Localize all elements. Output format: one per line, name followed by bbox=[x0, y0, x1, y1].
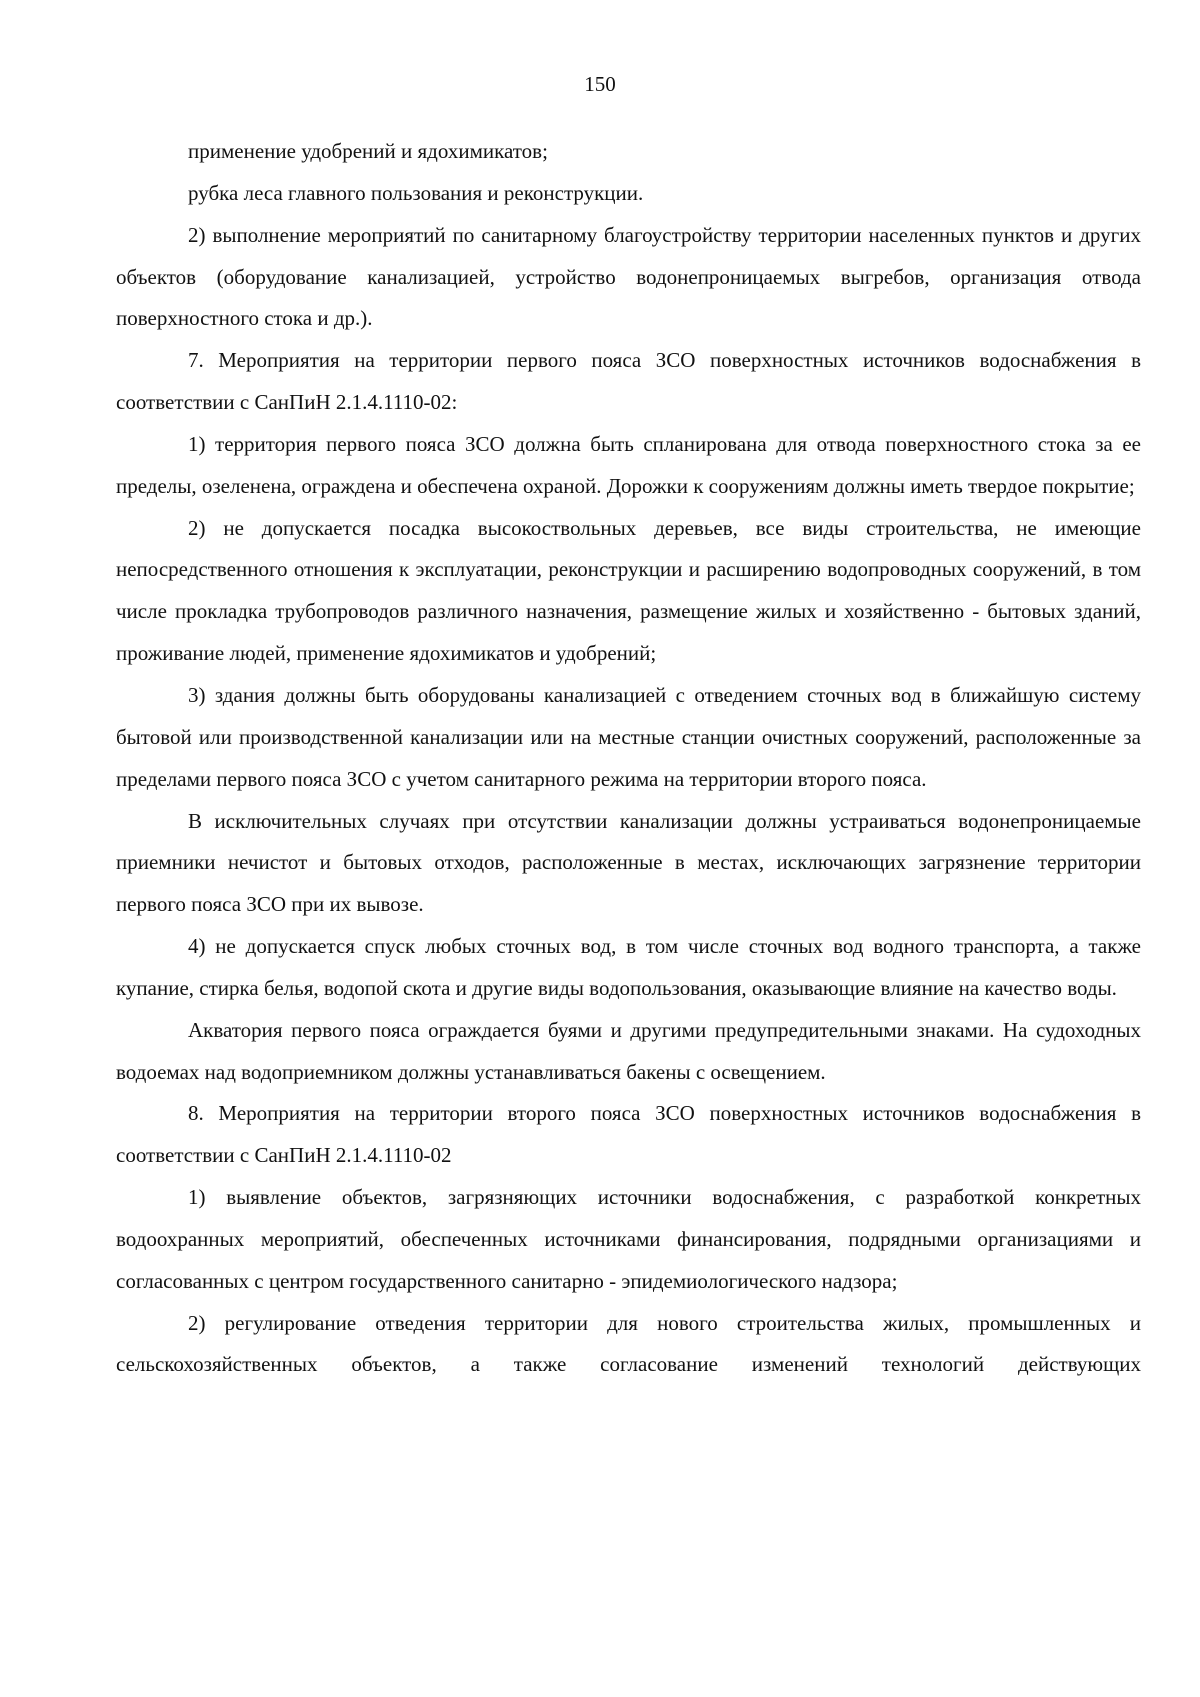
paragraph: 2) не допускается посадка высокоствольных деревьев, все виды строительства, не имеющие непосредственного отношения к эксплуатации, реконструкции и расширению водопроводных сооружений, в том числе прокладка трубопроводов различного назначения, размещение жилых и хозяйственно - бытовых зданий, проживание людей, применение ядохимикатов и удобрений; bbox=[116, 515, 1141, 666]
paragraph: 7. Мероприятия на территории первого пояса ЗСО поверхностных источников водоснабжения в соответствии с СанПиН 2.1.4.1110-02: bbox=[116, 348, 1141, 415]
paragraph: 4) не допускается спуск любых сточных вод, в том числе сточных вод водного транспорта, а также купание, стирка белья, водопой скота и другие виды водопользования, оказывающие влияние на качество воды. bbox=[116, 934, 1141, 1000]
paragraph: 8. Мероприятия на территории второго пояса ЗСО поверхностных источников водоснабжения в соответствии с СанПиН 2.1.4.1110-02 bbox=[116, 1101, 1141, 1168]
paragraph: В исключительных случаях при отсутствии канализации должны устраиваться водонепроницаемые приемники нечистот и бытовых отходов, расположенные в местах, исключающих загрязнение территории первого пояса ЗСО при их вывозе. bbox=[116, 808, 1141, 917]
paragraph: 2) выполнение мероприятий по санитарному благоустройству территории населенных пунктов и других объектов (оборудование канализацией, устройство водонепроницаемых выгребов, организация отвода поверхностного стока и др.). bbox=[116, 222, 1141, 331]
document-body bbox=[116, 131, 1141, 1386]
paragraph: 3) здания должны быть оборудованы канализацией с отведением сточных вод в ближайшую систему бытовой или производственной канализации или на местные станции очистных сооружений, расположенные за пределами первого пояса ЗСО с учетом санитарного режима на территории второго пояса. bbox=[116, 682, 1141, 791]
paragraph: 1) выявление объектов, загрязняющих источники водоснабжения, с разработкой конкретных водоохранных мероприятий, обеспеченных источниками финансирования, подрядными организациями и согласованных с центром государственного санитарно - эпидемиологического надзора; bbox=[116, 1185, 1141, 1293]
paragraph: применение удобрений и ядохимикатов; bbox=[188, 139, 548, 163]
paragraph: рубка леса главного пользования и реконструкции. bbox=[188, 180, 644, 205]
paragraph: 1) территория первого пояса ЗСО должна быть спланирована для отвода поверхностного стока за ее пределы, озеленена, ограждена и обеспечена охраной. Дорожки к сооружениям должны иметь твердое покрытие; bbox=[116, 431, 1141, 498]
paragraph: Акватория первого пояса ограждается буями и другими предупредительными знаками. На судоходных водоемах над водоприемником должны устанавливаться бакены с освещением. bbox=[116, 1017, 1141, 1084]
paragraph: 2) регулирование отведения территории для нового строительства жилых, промышленных и сельскохозяйственных объектов, а также согласование изменений технологий действующих bbox=[116, 1310, 1141, 1377]
page-number: 150 bbox=[584, 72, 616, 96]
